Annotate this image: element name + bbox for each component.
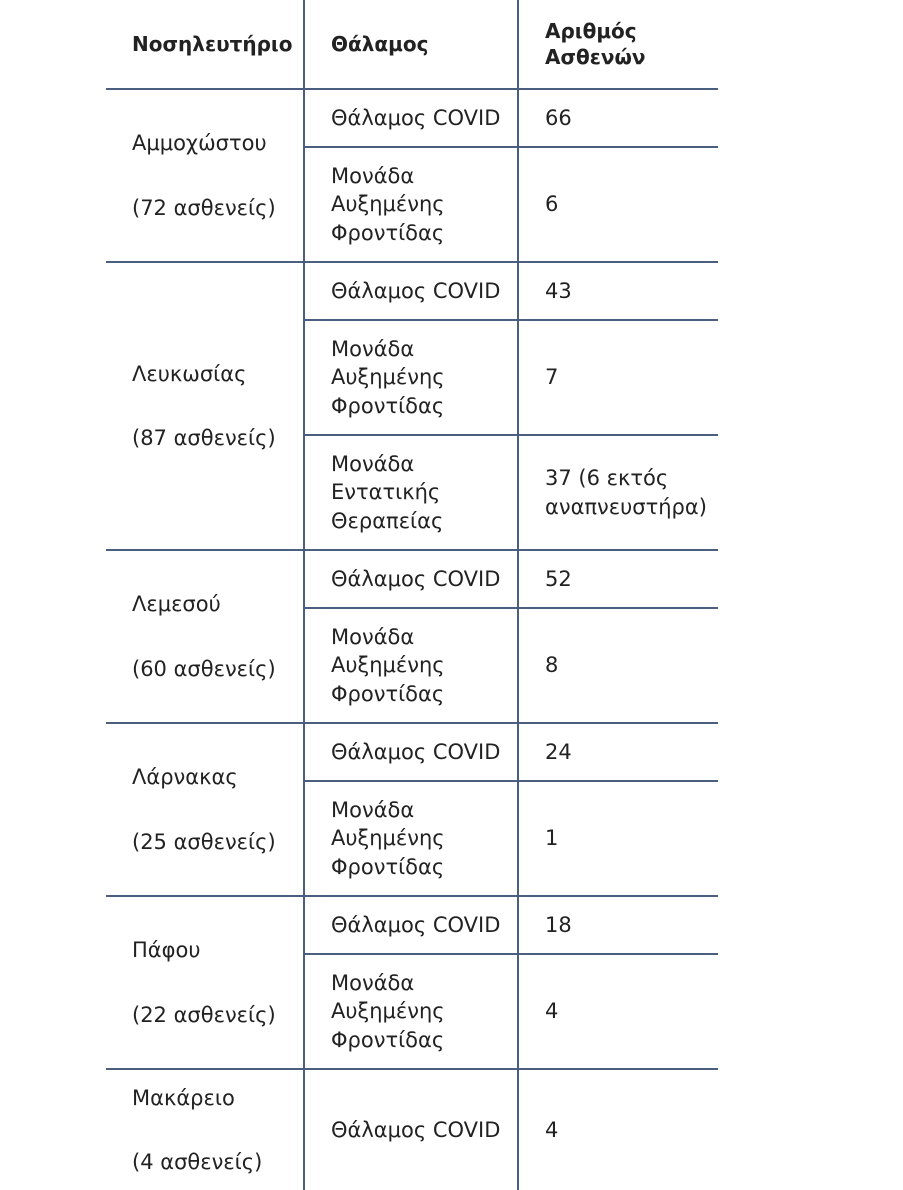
ward-cell: Μονάδα Αυξημένης Φροντίδας: [304, 781, 518, 896]
hospital-cell: [106, 262, 304, 550]
hospital-name: Λεμεσού: [132, 592, 221, 616]
table-row: [106, 262, 718, 320]
header-hospital: Νοσηλευτήριο: [106, 0, 304, 89]
hospital-cell: [106, 723, 304, 896]
patients-cell: 66: [518, 89, 718, 147]
ward-cell: Μονάδα Αυξημένης Φροντίδας: [304, 954, 518, 1069]
ward-cell: Θάλαμος COVID: [304, 723, 518, 781]
table-row: [106, 89, 718, 147]
ward-cell: Θάλαμος COVID: [304, 550, 518, 608]
hospital-cell: [106, 896, 304, 1069]
ward-cell: Θάλαμος COVID: [304, 89, 518, 147]
ward-cell: Μονάδα Αυξημένης Φροντίδας: [304, 608, 518, 723]
ward-cell: Θάλαμος COVID: [304, 896, 518, 954]
ward-cell: Μονάδα Αυξημένης Φροντίδας: [304, 147, 518, 262]
header-patients-line2: Ασθενών: [545, 45, 646, 69]
patients-cell: 52: [518, 550, 718, 608]
hospital-total: (22 ασθενείς): [132, 1002, 276, 1027]
patients-cell: 24: [518, 723, 718, 781]
hospital-cell: [106, 1069, 304, 1190]
table-row: [106, 550, 718, 608]
table-header: [106, 0, 718, 89]
hospital-occupancy-table-wrapper: [106, 0, 718, 1190]
patients-cell: 8: [518, 608, 718, 723]
patients-cell: 1: [518, 781, 718, 896]
table-body: [106, 89, 718, 1190]
hospital-name: Λάρνακας: [132, 765, 238, 789]
hospital-name: Λευκωσίας: [132, 361, 247, 386]
patients-cell: 43: [518, 262, 718, 320]
ward-cell: Θάλαμος COVID: [304, 1069, 518, 1190]
hospital-occupancy-table: [106, 0, 718, 1190]
patients-cell: 18: [518, 896, 718, 954]
patients-cell: 7: [518, 320, 718, 435]
hospital-total: (4 ασθενείς): [132, 1150, 263, 1174]
ward-cell: Μονάδα Αυξημένης Φροντίδας: [304, 320, 518, 435]
header-row: [106, 0, 718, 89]
header-patients-line1: Αριθμός: [545, 19, 637, 43]
hospital-cell: [106, 550, 304, 723]
patients-cell: 4: [518, 1069, 718, 1190]
header-ward: Θάλαμος: [304, 0, 518, 89]
ward-cell: Μονάδα Εντατικής Θεραπείας: [304, 435, 518, 550]
hospital-total: (72 ασθενείς): [132, 195, 276, 220]
patients-cell: 37 (6 εκτός αναπνευστήρα): [518, 435, 718, 550]
patients-cell: 4: [518, 954, 718, 1069]
header-patients: [518, 0, 718, 89]
table-row: [106, 1069, 718, 1190]
table-row: [106, 896, 718, 954]
hospital-total: (25 ασθενείς): [132, 829, 276, 854]
hospital-name: Πάφου: [132, 938, 201, 962]
hospital-name: Μακάρειο: [132, 1085, 235, 1110]
hospital-total: (60 ασθενείς): [132, 656, 276, 681]
hospital-cell: [106, 89, 304, 262]
patients-cell: 6: [518, 147, 718, 262]
hospital-name: Αμμοχώστου: [132, 131, 267, 155]
ward-cell: Θάλαμος COVID: [304, 262, 518, 320]
hospital-total: (87 ασθενείς): [132, 426, 276, 450]
table-row: [106, 723, 718, 781]
